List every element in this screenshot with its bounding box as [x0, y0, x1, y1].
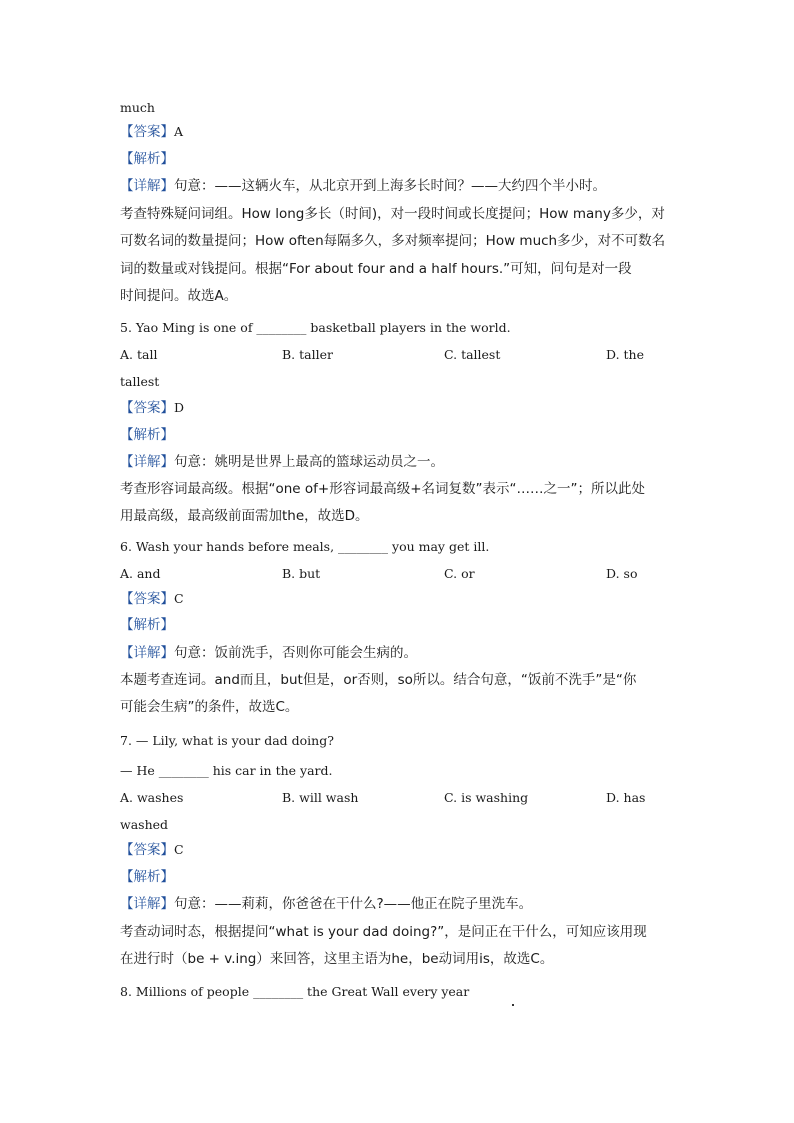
q4-detail: 句意：——这辆火车，从北京开到上海多长时间？——大约四个半小时。: [174, 178, 606, 194]
q5-option-a: A. tall: [120, 347, 158, 362]
detail-tag: 【详解】: [120, 178, 174, 194]
q6-stem: 6. Wash your hands before meals, ________ you may get ill.: [120, 539, 490, 554]
q7-option-a: A. washes: [120, 790, 184, 805]
q7-stem-2: — He ________ his car in the yard.: [120, 763, 333, 778]
q5-option-b: B. taller: [282, 347, 333, 362]
q7-explanation-2: 在进行时（be + v.ing）来回答，这里主语为he，be动词用is，故选C。: [120, 951, 554, 967]
q7-detail: 句意：——莉莉，你爸爸在干什么?——他正在院子里洗车。: [174, 896, 533, 912]
detail-tag: 【详解】: [120, 645, 174, 661]
q6-answer-line: [120, 591, 184, 607]
q7-answer: C: [174, 842, 184, 857]
q4-explanation-3: 词的数量或对钱提问。根据“For about four and a half hours.”可知，问句是对一段: [120, 261, 632, 277]
q4-explanation-4: 时间提问。故选A。: [120, 288, 238, 304]
q7-option-c: C. is washing: [444, 790, 529, 805]
detail-tag: 【详解】: [120, 454, 174, 470]
stray-dot: [512, 1004, 514, 1006]
detail-tag: 【详解】: [120, 896, 174, 912]
q5-detail-line: [120, 454, 444, 470]
q5-answer: D: [174, 400, 185, 415]
q7-option-continuation: washed: [120, 817, 169, 832]
q6-option-d: D. so: [606, 566, 638, 581]
q6-analysis-tag: 【解析】: [120, 617, 174, 633]
q6-detail: 句意：饭前洗手，否则你可能会生病的。: [174, 645, 417, 661]
q4-answer-line: [120, 124, 183, 140]
q4-detail-line: [120, 178, 606, 194]
q5-option-d: D. the: [606, 347, 644, 362]
q7-detail-line: [120, 896, 532, 912]
q5-option-c: C. tallest: [444, 347, 501, 362]
answer-tag: 【答案】: [120, 591, 174, 607]
q6-explanation-2: 可能会生病”的条件，故选C。: [120, 699, 299, 715]
q5-explanation-2: 用最高级，最高级前面需加the，故选D。: [120, 508, 369, 524]
q5-stem: 5. Yao Ming is one of ________ basketball players in the world.: [120, 320, 511, 335]
q7-answer-line: [120, 842, 184, 858]
q5-detail: 句意：姚明是世界上最高的篮球运动员之一。: [174, 454, 444, 470]
q6-explanation-1: 本题考查连词。and而且，but但是，or否则，so所以。结合句意，“饭前不洗手”是“你: [120, 672, 637, 688]
q5-explanation-1: 考查形容词最高级。根据“one of+形容词最高级+名词复数”表示“……之一”；所以此处: [120, 481, 646, 497]
q6-option-c: C. or: [444, 566, 475, 581]
q6-detail-line: [120, 645, 417, 661]
q4-answer: A: [174, 124, 184, 139]
answer-tag: 【答案】: [120, 124, 174, 140]
q6-option-b: B. but: [282, 566, 321, 581]
q5-option-continuation: tallest: [120, 374, 160, 389]
q4-explanation-2: 可数名词的数量提问；How often每隔多久，多对频率提问；How much多少，对不可数名: [120, 233, 666, 249]
q7-stem-1: 7. — Lily, what is your dad doing?: [120, 733, 334, 748]
q7-analysis-tag: 【解析】: [120, 869, 174, 885]
q6-answer: C: [174, 591, 184, 606]
q4-explanation-1: 考查特殊疑问词组。How long多长（时间)，对一段时间或长度提问；How many多少，对: [120, 206, 665, 222]
q7-option-d: D. has: [606, 790, 646, 805]
answer-tag: 【答案】: [120, 400, 174, 416]
q5-answer-line: [120, 400, 184, 416]
q6-option-a: A. and: [120, 566, 161, 581]
q4-continuation: much: [120, 100, 155, 115]
q4-analysis-tag: 【解析】: [120, 151, 174, 167]
q7-option-b: B. will wash: [282, 790, 359, 805]
q5-analysis-tag: 【解析】: [120, 427, 174, 443]
answer-tag: 【答案】: [120, 842, 174, 858]
q7-explanation-1: 考查动词时态，根据提问“what is your dad doing?”，是问正在干什么，可知应该用现: [120, 924, 647, 940]
q8-stem: 8. Millions of people ________ the Great Wall every year: [120, 984, 470, 999]
